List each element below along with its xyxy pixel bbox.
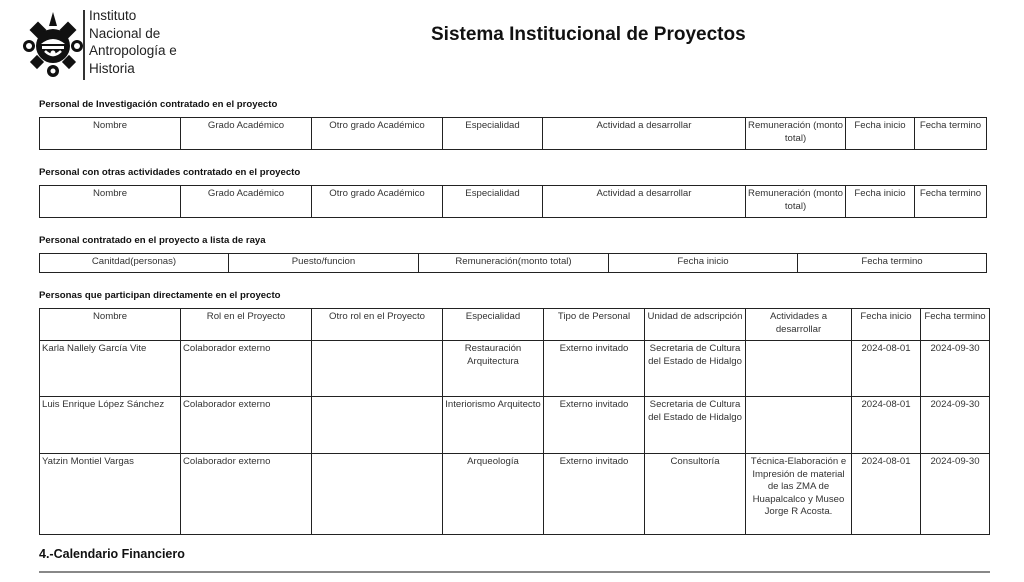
section-title-otras-actividades: Personal con otras actividades contratado en el proyecto [39, 167, 301, 178]
column-header: Especialidad [443, 309, 544, 341]
column-header: Actividad a desarrollar [543, 186, 746, 218]
column-header: Actividad a desarrollar [543, 118, 746, 150]
column-header: Especialidad [443, 118, 543, 150]
column-header: Fecha termino [915, 186, 987, 218]
table-investigacion [39, 117, 987, 150]
column-header: Nombre [40, 186, 181, 218]
column-header: Grado Académico [181, 186, 312, 218]
cell-nombre: Karla Nallely García Vite [40, 341, 181, 397]
cell-unidad: Consultoría [645, 454, 746, 535]
cell-actividades: Técnica-Elaboración e Impresión de material de las ZMA de Huapalcalco y Museo Jorge R Acosta. [746, 454, 852, 535]
institution-line: Historia [89, 60, 135, 76]
cell-fecha-termino: 2024-09-30 [921, 341, 990, 397]
cell-especialidad: Arqueología [443, 454, 544, 535]
section-title-lista-raya: Personal contratado en el proyecto a lista de raya [39, 235, 266, 246]
column-header: Fecha inicio [846, 186, 915, 218]
table-otras-actividades [39, 185, 987, 218]
table-row [40, 454, 990, 535]
section-title-investigacion: Personal de Investigación contratado en el proyecto [39, 99, 278, 110]
cell-tipo: Externo invitado [544, 341, 645, 397]
column-header: Nombre [40, 309, 181, 341]
column-header: Tipo de Personal [544, 309, 645, 341]
column-header: Unidad de adscripción [645, 309, 746, 341]
table-row [40, 397, 990, 454]
column-header: Otro grado Académico [312, 186, 443, 218]
cell-especialidad: Restauración Arquitectura [443, 341, 544, 397]
inah-logo-icon [22, 10, 84, 78]
column-header: Fecha inicio [852, 309, 921, 341]
cell-fecha-inicio: 2024-08-01 [852, 397, 921, 454]
cell-otro-rol [312, 341, 443, 397]
column-header: Canitdad(personas) [40, 254, 229, 273]
cell-otro-rol [312, 397, 443, 454]
column-header: Fecha termino [798, 254, 987, 273]
column-header: Remuneración (monto total) [746, 186, 846, 218]
cell-unidad: Secretaria de Cultura del Estado de Hidalgo [645, 397, 746, 454]
table-row [40, 341, 990, 397]
cell-tipo: Externo invitado [544, 454, 645, 535]
table-participantes [39, 308, 990, 535]
institution-line: Nacional de [89, 25, 161, 41]
column-header: Actividades a desarrollar [746, 309, 852, 341]
column-header: Fecha inicio [609, 254, 798, 273]
institution-name [89, 7, 177, 77]
column-header: Otro grado Académico [312, 118, 443, 150]
page-title: Sistema Institucional de Proyectos [431, 24, 746, 45]
logo-divider [83, 10, 85, 80]
cell-rol: Colaborador externo [181, 397, 312, 454]
cell-rol: Colaborador externo [181, 341, 312, 397]
column-header: Puesto/funcion [229, 254, 419, 273]
cell-actividades [746, 397, 852, 454]
column-header: Rol en el Proyecto [181, 309, 312, 341]
cell-fecha-termino: 2024-09-30 [921, 454, 990, 535]
column-header: Fecha inicio [846, 118, 915, 150]
cell-rol: Colaborador externo [181, 454, 312, 535]
column-header: Especialidad [443, 186, 543, 218]
table-lista-raya [39, 253, 987, 273]
institution-line: Antropología e [89, 43, 177, 58]
cell-fecha-inicio: 2024-08-01 [852, 454, 921, 535]
cell-nombre: Yatzin Montiel Vargas [40, 454, 181, 535]
cell-tipo: Externo invitado [544, 397, 645, 454]
cell-fecha-termino: 2024-09-30 [921, 397, 990, 454]
section-title-calendario: 4.-Calendario Financiero [39, 547, 185, 561]
column-header: Remuneración (monto total) [746, 118, 846, 150]
cell-fecha-inicio: 2024-08-01 [852, 341, 921, 397]
column-header: Grado Académico [181, 118, 312, 150]
cell-unidad: Secretaria de Cultura del Estado de Hidalgo [645, 341, 746, 397]
column-header: Fecha termino [915, 118, 987, 150]
institution-line: Instituto [89, 8, 137, 23]
cell-especialidad: Interiorismo Arquitecto [443, 397, 544, 454]
cell-actividades [746, 341, 852, 397]
cell-otro-rol [312, 454, 443, 535]
section-title-participantes: Personas que participan directamente en el proyecto [39, 290, 281, 301]
column-header: Fecha termino [921, 309, 990, 341]
column-header: Remuneración(monto total) [419, 254, 609, 273]
column-header: Nombre [40, 118, 181, 150]
section-divider [39, 571, 990, 573]
column-header: Otro rol en el Proyecto [312, 309, 443, 341]
cell-nombre: Luis Enrique López Sánchez [40, 397, 181, 454]
